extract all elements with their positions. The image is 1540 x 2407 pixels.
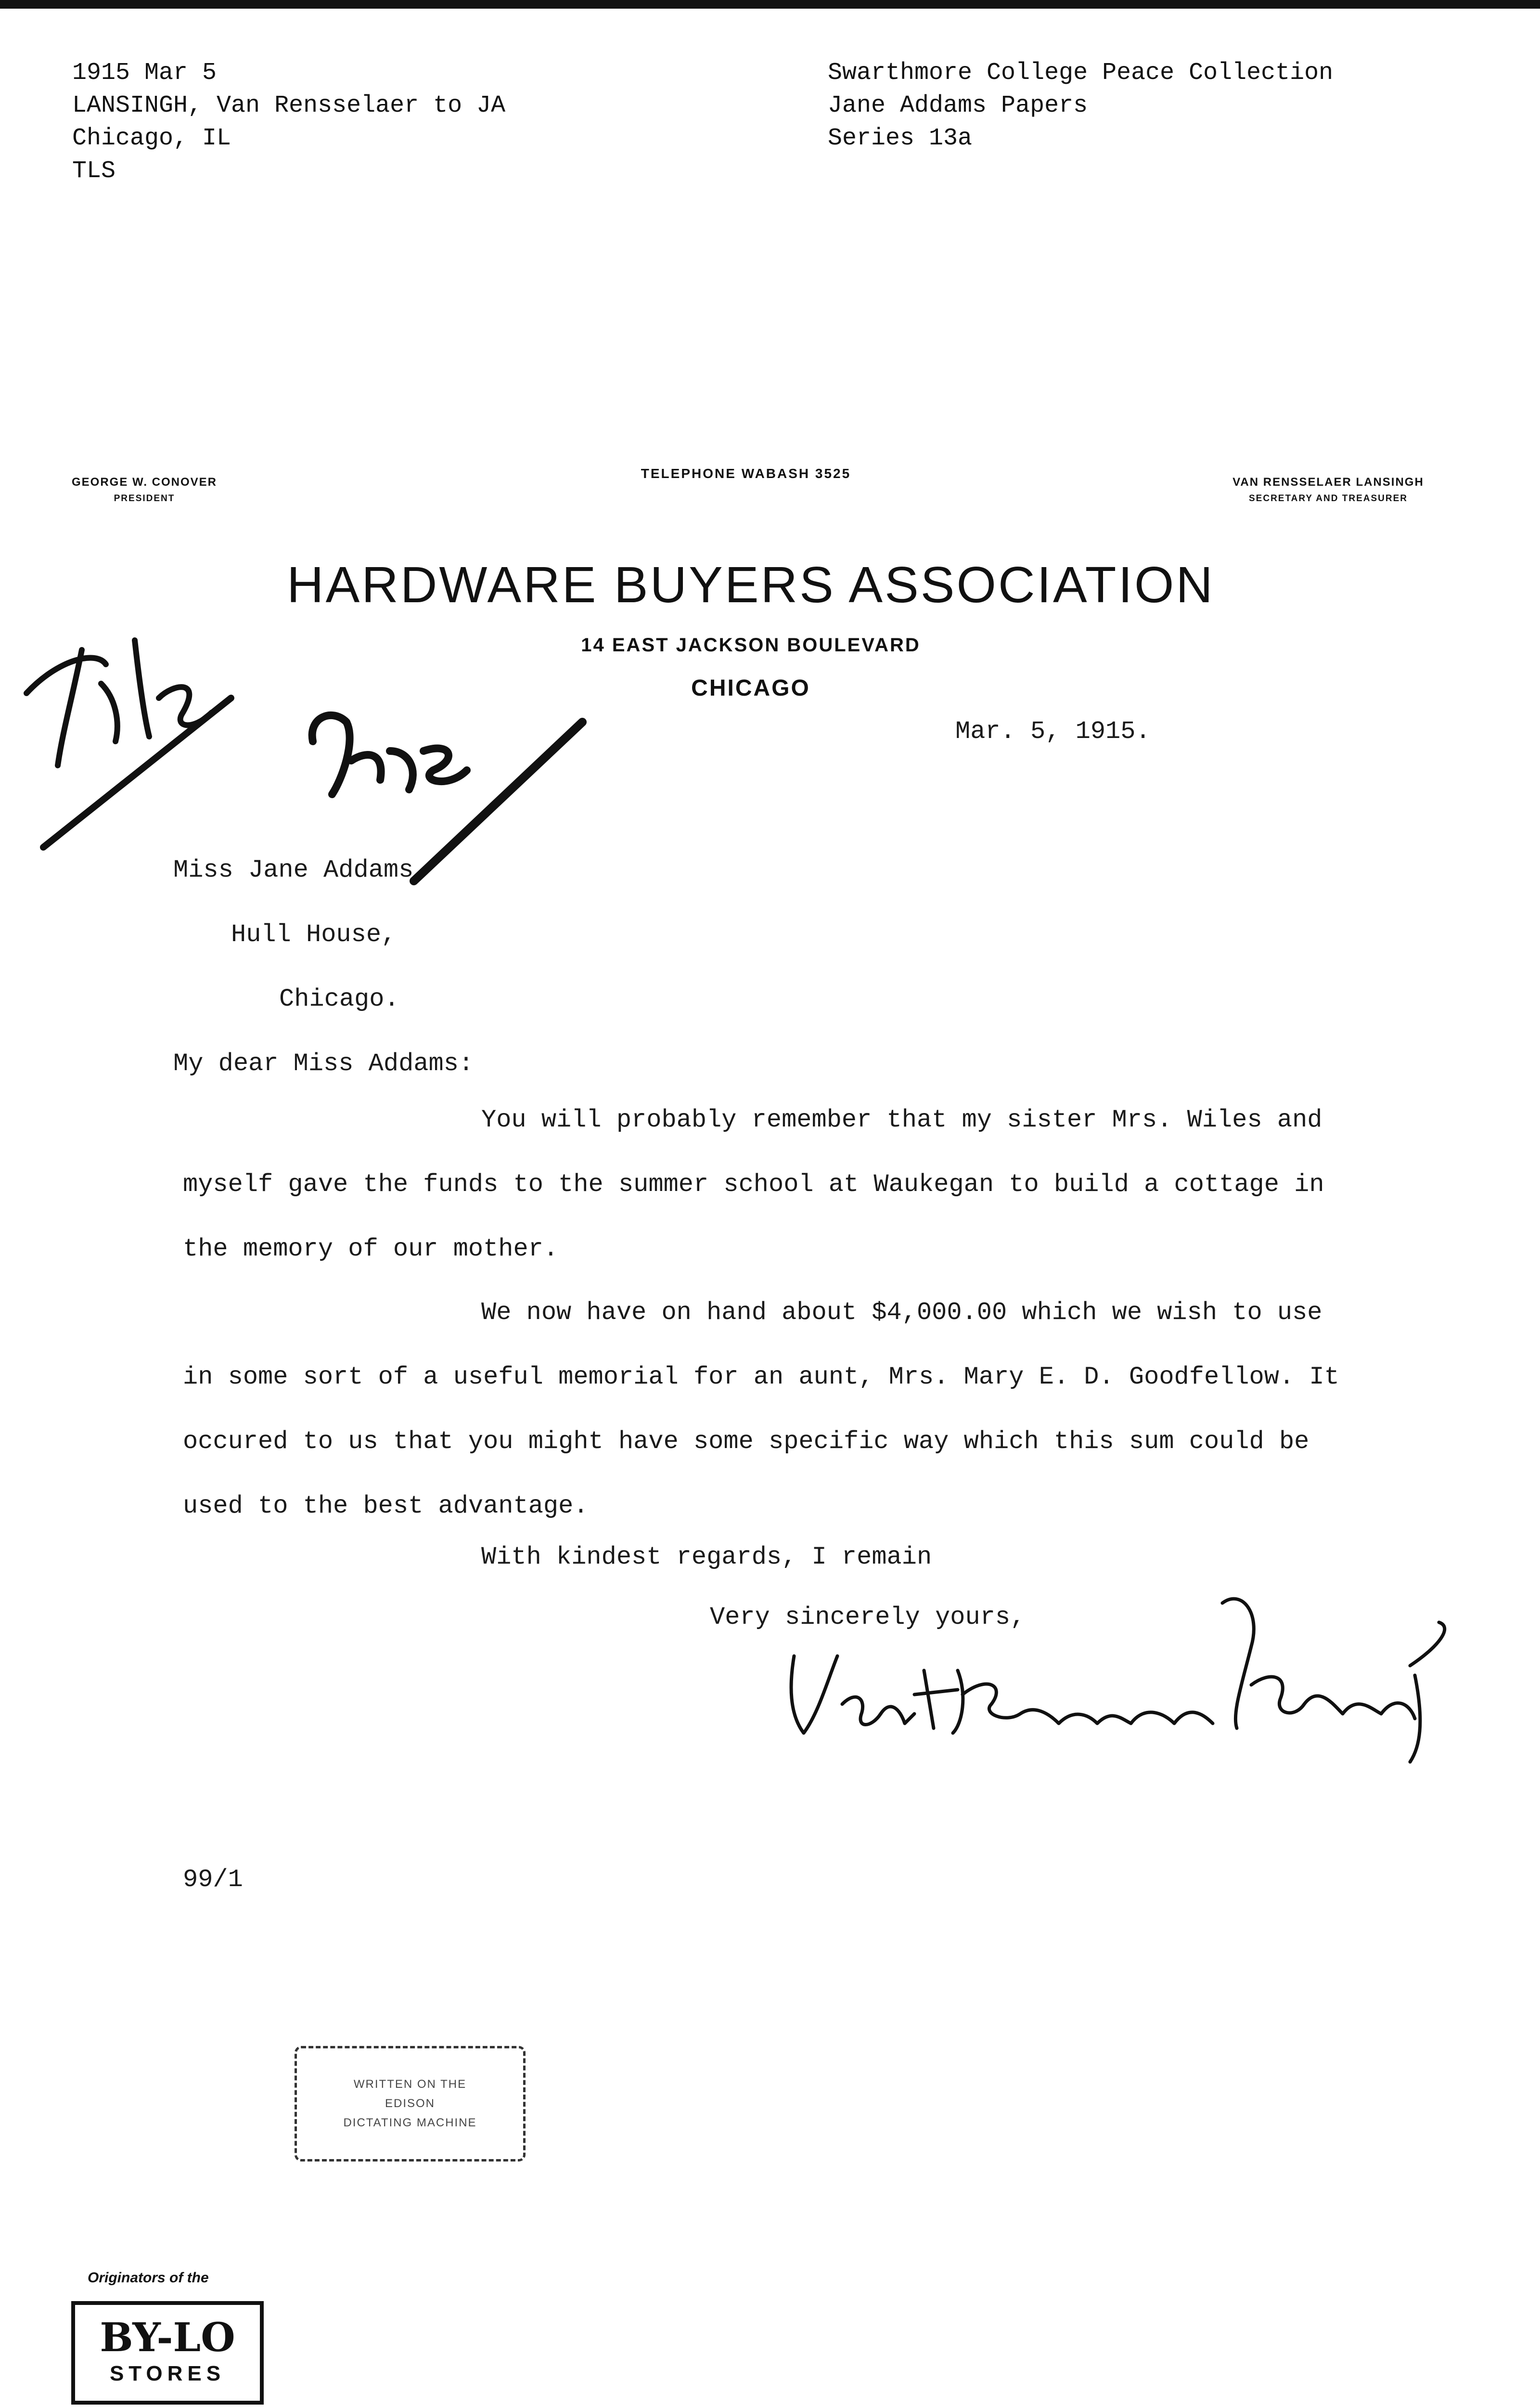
stamp-line-1: WRITTEN ON THE — [353, 2078, 467, 2091]
organization-title: HARDWARE BUYERS ASSOCIATION — [287, 556, 1215, 613]
logo-tagline: Originators of the — [88, 2270, 209, 2286]
organization-city: CHICAGO — [691, 675, 810, 701]
president-title: PRESIDENT — [114, 493, 175, 504]
by-lo-stores-logo — [71, 2301, 264, 2405]
archive-series: Series 13a — [828, 125, 973, 152]
recipient-name: Miss Jane Addams, — [173, 856, 429, 884]
letter-closing: With kindest regards, I remain — [481, 1543, 932, 1571]
edison-dictation-stamp — [295, 2046, 526, 2161]
valediction: Very sincerely yours, — [710, 1603, 1026, 1631]
letterhead-telephone: TELEPHONE WABASH 3525 — [641, 466, 851, 481]
archive-doctype: TLS — [72, 157, 116, 185]
secretary-name: VAN RENSSELAER LANSINGH — [1232, 476, 1424, 489]
page-top-edge — [0, 0, 1540, 9]
archive-collection: Swarthmore College Peace Collection — [828, 59, 1334, 87]
recipient-house: Hull House, — [231, 920, 397, 949]
logo-sub-text: STORES — [109, 2362, 226, 2385]
archive-metadata-left — [72, 57, 505, 188]
stamp-line-3: DICTATING MACHINE — [343, 2116, 477, 2129]
president-name: GEORGE W. CONOVER — [71, 476, 218, 489]
stamp-line-2: EDISON — [385, 2097, 435, 2110]
file-annotation — [26, 640, 231, 847]
letter-paragraph-2: We now have on hand about $4,000.00 which we wish to use in some sort of a useful memorial for an aunt, Mrs. Mary E. D. Goodfellow. It occured to us that you might have some specific way which this sum could be used to the best advantage. — [183, 1298, 1339, 1520]
archive-place: Chicago, IL — [72, 125, 231, 152]
letterhead-secretary — [1194, 474, 1463, 507]
archive-papers: Jane Addams Papers — [828, 92, 1088, 119]
secretary-title: SECRETARY AND TREASURER — [1249, 493, 1408, 504]
letter-paragraph-1: You will probably remember that my sister Mrs. Wiles and myself gave the funds to the summer school at Waukegan to build a cottage in the memory of our mother. — [183, 1106, 1324, 1263]
archive-metadata-right — [828, 57, 1333, 155]
recipient-city: Chicago. — [279, 985, 399, 1013]
archive-correspondents: LANSINGH, Van Rensselaer to JA — [72, 92, 506, 119]
letterhead-president — [48, 474, 241, 507]
letter-date: Mar. 5, 1915. — [955, 717, 1151, 746]
salutation: My dear Miss Addams: — [173, 1049, 474, 1078]
logo-main-text: BY-LO — [100, 2315, 235, 2361]
archive-date: 1915 Mar 5 — [72, 59, 217, 87]
document-number: 99/1 — [183, 1865, 243, 1894]
organization-address: 14 EAST JACKSON BOULEVARD — [581, 634, 921, 656]
